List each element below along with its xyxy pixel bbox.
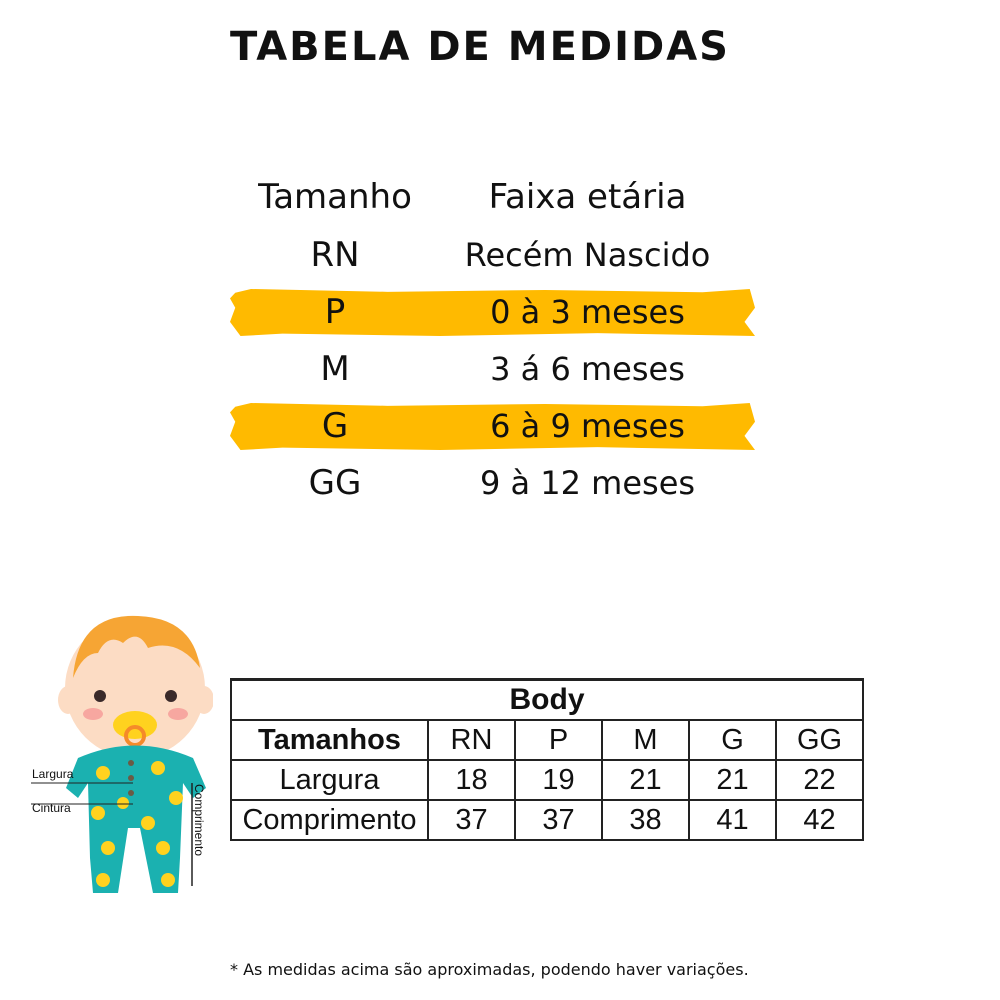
age-row-rn — [230, 226, 755, 283]
size-header: GG — [776, 720, 863, 760]
table-caption: Body — [231, 680, 863, 721]
age-table-header — [230, 168, 755, 226]
caption-row — [231, 680, 863, 721]
age-size-table — [230, 168, 755, 511]
baby-icon — [28, 608, 213, 908]
label-waist: Cintura — [32, 801, 71, 815]
size-cell: G — [321, 405, 349, 446]
baby-illustration — [28, 608, 213, 908]
value-cell: 37 — [428, 800, 515, 840]
age-cell: 3 á 6 meses — [490, 349, 685, 388]
age-cell: 6 à 9 meses — [490, 406, 685, 445]
row-label: Largura — [231, 760, 428, 800]
size-header: P — [515, 720, 602, 760]
size-header: G — [689, 720, 776, 760]
label-width: Largura — [32, 767, 74, 781]
size-cell: M — [320, 348, 350, 389]
age-cell: 9 à 12 meses — [479, 463, 696, 502]
value-cell: 19 — [515, 760, 602, 800]
age-row-gg — [230, 454, 755, 511]
age-cell: 0 à 3 meses — [490, 292, 685, 331]
page-title: TABELA DE MEDIDAS — [230, 24, 730, 70]
value-cell: 18 — [428, 760, 515, 800]
value-cell: 42 — [776, 800, 863, 840]
value-cell: 37 — [515, 800, 602, 840]
size-cell: RN — [310, 234, 360, 275]
age-row-g — [230, 397, 755, 454]
header-size: Tamanho — [258, 177, 412, 217]
value-cell: 21 — [689, 760, 776, 800]
size-header: RN — [428, 720, 515, 760]
body-measurements-table — [230, 678, 864, 841]
size-cell: GG — [308, 462, 362, 503]
table-row — [231, 760, 863, 800]
value-cell: 38 — [602, 800, 689, 840]
value-cell: 21 — [602, 760, 689, 800]
value-cell: 41 — [689, 800, 776, 840]
age-row-m — [230, 340, 755, 397]
age-cell: Recém Nascido — [464, 235, 711, 274]
label-length: Comprimento — [192, 784, 206, 857]
header-age-range: Faixa etária — [488, 177, 687, 217]
header-label: Tamanhos — [231, 720, 428, 760]
size-header: M — [602, 720, 689, 760]
sizes-header-row — [231, 720, 863, 760]
row-label: Comprimento — [231, 800, 428, 840]
footnote: * As medidas acima são aproximadas, podendo haver variações. — [230, 960, 749, 979]
age-row-p — [230, 283, 755, 340]
value-cell: 22 — [776, 760, 863, 800]
table-row — [231, 800, 863, 840]
size-cell: P — [324, 291, 346, 332]
